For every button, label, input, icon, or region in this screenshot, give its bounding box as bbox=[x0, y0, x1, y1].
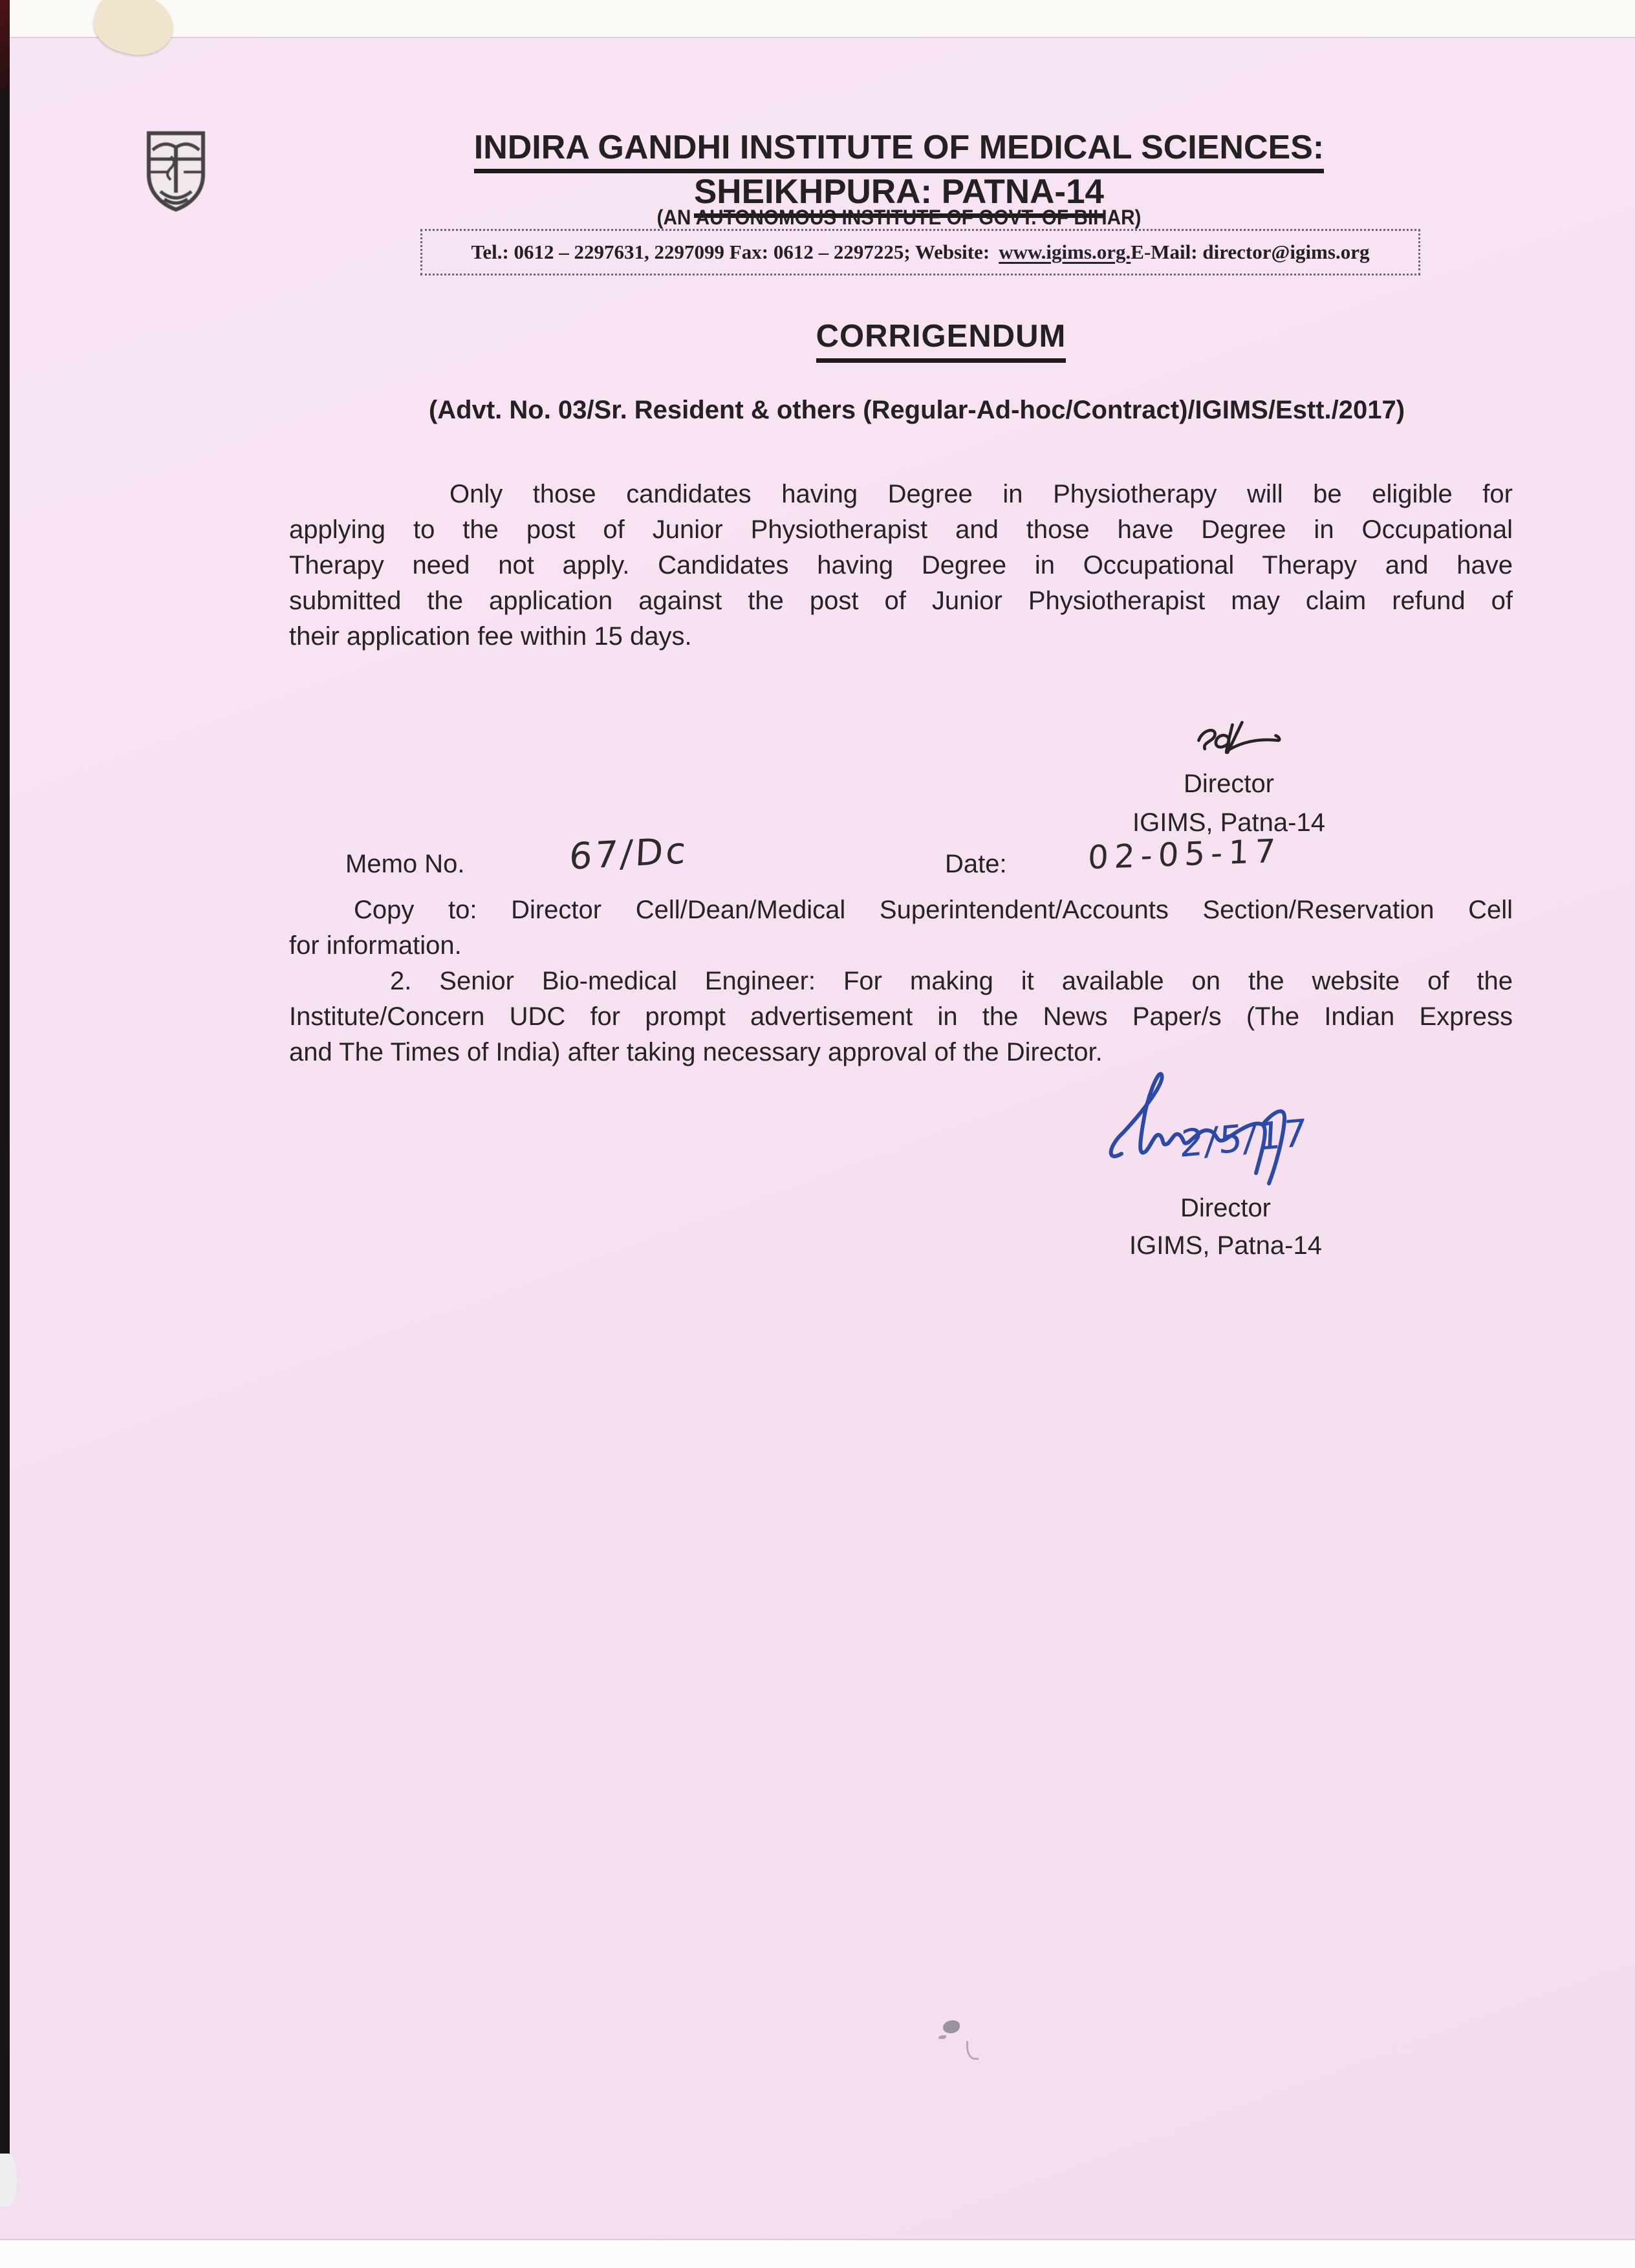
signatory-organization-1: IGIMS, Patna-14 bbox=[1132, 808, 1325, 837]
item2-paragraph bbox=[289, 964, 1513, 1070]
scan-paper-tear bbox=[87, 0, 180, 64]
scan-top-edge bbox=[6, 0, 1635, 38]
memo-number-handwritten: 67/Dc bbox=[568, 830, 689, 878]
document-title-text: CORRIGENDUM bbox=[816, 318, 1067, 363]
document-title bbox=[246, 318, 1635, 363]
memo-date-label: Date: bbox=[945, 850, 1007, 878]
body-line: their application fee within 15 days. bbox=[289, 622, 692, 651]
item2-line: and The Times of India) after taking necessary approval of the Director. bbox=[289, 1038, 1103, 1066]
signatory-designation-1: Director bbox=[1183, 770, 1275, 798]
ink-smudge bbox=[943, 2020, 960, 2033]
scan-left-notch bbox=[0, 2154, 17, 2207]
email-text: E-Mail: director@igims.org bbox=[1131, 241, 1370, 263]
scan-left-border-tint bbox=[0, 0, 10, 97]
contact-phone-fax: Tel.: 0612 – 2297631, 2297099 Fax: 0612 – 2297225; Website: bbox=[471, 241, 990, 263]
scan-bottom-edge bbox=[0, 2239, 1635, 2268]
body-paragraph bbox=[289, 477, 1513, 654]
copy-to-paragraph bbox=[289, 892, 1513, 964]
signatory-designation-2: Director bbox=[1180, 1194, 1272, 1222]
contact-info-box bbox=[420, 229, 1420, 275]
institute-crest-logo bbox=[144, 129, 208, 213]
advertisement-reference: (Advt. No. 03/Sr. Resident & others (Regular-Ad-hoc/Contract)/IGIMS/Estt./2017) bbox=[428, 396, 1405, 424]
scan-left-border bbox=[0, 0, 10, 2168]
institution-name bbox=[200, 128, 1597, 173]
body-line: submitted the application against the post of Junior Physiotherapist may claim refund of bbox=[289, 587, 1513, 615]
website-text: www.igims.org. bbox=[999, 241, 1131, 263]
autonomy-note: (AN AUTONOMOUS INSTITUTE OF GOVT. OF BIHAR) bbox=[656, 206, 1142, 229]
memo-number-label: Memo No. bbox=[345, 850, 465, 878]
institution-name-text: INDIRA GANDHI INSTITUTE OF MEDICAL SCIENCES: bbox=[474, 128, 1324, 173]
item2-line: 2. Senior Bio-medical Engineer: For making it available on the website of the bbox=[390, 967, 1513, 995]
item2-line: Institute/Concern UDC for prompt advertisement in the News Paper/s (The Indian Express bbox=[289, 1002, 1513, 1031]
body-line: Only those candidates having Degree in Physiotherapy will be eligible for bbox=[449, 480, 1513, 508]
memo-date-handwritten: 02-05-17 bbox=[1087, 832, 1282, 877]
sd-signature-scribble bbox=[1189, 714, 1286, 766]
ink-smudge-tail bbox=[966, 2041, 979, 2060]
copy-to-line: for information. bbox=[289, 931, 462, 960]
signatory-organization-2: IGIMS, Patna-14 bbox=[1129, 1231, 1322, 1260]
institution-location-text: SHEIKHPURA: PATNA-14 bbox=[694, 172, 1104, 218]
copy-to-line: Copy to: Director Cell/Dean/Medical Superintendent/Accounts Section/Reservation Cell bbox=[354, 896, 1513, 924]
signature-date-handwritten: 2/5/17 bbox=[1178, 1110, 1310, 1166]
body-line: Therapy need not apply. Candidates having Degree in Occupational Therapy and have bbox=[289, 551, 1513, 579]
body-line: applying to the post of Junior Physiotherapist and those have Degree in Occupational bbox=[289, 515, 1513, 544]
